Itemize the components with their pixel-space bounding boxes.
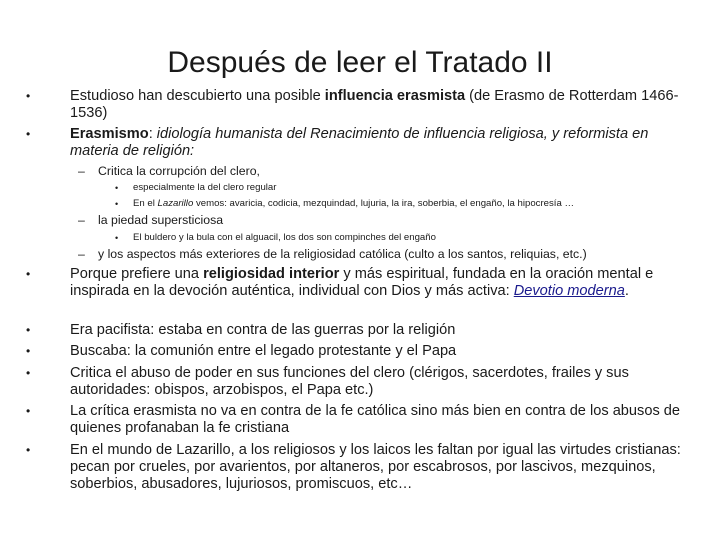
text: En el: [133, 198, 158, 209]
subsub-buldero: [115, 232, 703, 244]
text: El buldero y la bula con el alguacil, los dos son compinches del engaño: [133, 232, 436, 243]
subbullet-piedad: [78, 213, 688, 227]
bullet-icon: •: [26, 344, 31, 358]
bullet-icon: •: [26, 366, 31, 380]
subbullet-corrupcion: [78, 164, 688, 178]
bullet-icon: •: [26, 127, 31, 141]
text: y más espiritual, fundada en la oración mental e inspirada en la devoción auténtica, individual con Dios y más activa:: [70, 266, 654, 299]
bullet-critica-erasmista: [26, 403, 690, 437]
text: .: [624, 283, 629, 299]
dash-icon: –: [78, 164, 85, 178]
text: Porque prefiere una: [70, 266, 204, 282]
text-italic: idiología humanista del Renacimiento de influencia religiosa, y reformista en materia de religión:: [70, 126, 649, 159]
bullet-religiosidad: [26, 266, 690, 300]
bullet-icon: •: [115, 199, 119, 209]
text-italic: Lazarillo: [157, 198, 194, 209]
text-bold: influencia erasmista: [324, 88, 466, 104]
bullet-icon: •: [26, 267, 31, 281]
subbullet-aspectos: [78, 247, 688, 261]
bullet-icon: •: [26, 443, 31, 457]
bullet-influencia: [26, 88, 690, 122]
bullet-icon: •: [115, 233, 119, 243]
devotio-moderna-link[interactable]: Devotio moderna: [513, 283, 625, 299]
bullet-icon: •: [115, 183, 119, 193]
text: Estudioso han descubierto una posible: [70, 88, 325, 104]
text: y los aspectos más exteriores de la religiosidad católica (culto a los santos, reliquias, etc.): [98, 247, 587, 261]
bullet-erasmismo: [26, 126, 690, 160]
text: :: [148, 126, 157, 142]
text: Critica la corrupción del clero,: [98, 164, 260, 178]
text-bold: religiosidad interior: [203, 266, 340, 282]
slide-title: Después de leer el Tratado II: [167, 46, 553, 80]
dash-icon: –: [78, 213, 85, 227]
text: La crítica erasmista no va en contra de la fe católica sino más bien en contra de los abusos de quienes profanaban la fe cristiana: [70, 403, 681, 436]
bullet-icon: •: [26, 89, 31, 103]
dash-icon: –: [78, 247, 85, 261]
bullet-comunion: [26, 343, 690, 360]
bullet-icon: •: [26, 404, 31, 418]
bullet-pacifista: [26, 322, 690, 339]
text: (de Erasmo de Rotterdam 1466-1536): [70, 88, 679, 121]
text: la piedad supersticiosa: [98, 213, 224, 227]
text: Critica el abuso de poder en sus funciones del clero (clérigos, sacerdotes, frailes y sus autoridades: obispos, arzobispos, el Papa etc.): [70, 365, 629, 398]
text: Buscaba: la comunión entre el legado protestante y el Papa: [70, 343, 457, 359]
subsub-clero-regular: [115, 182, 703, 194]
text: Era pacifista: estaba en contra de las guerras por la religión: [70, 322, 456, 338]
bullet-mundo-lazarillo: [26, 442, 690, 493]
bullet-icon: •: [26, 323, 31, 337]
text: vemos: avaricia, codicia, mezquindad, lujuria, la ira, soberbia, el engaño, la hipocresía …: [193, 198, 575, 209]
subsub-lazarillo-vicios: [115, 198, 703, 210]
text: especialmente la del clero regular: [133, 182, 277, 193]
text-bold: Erasmismo: [70, 126, 149, 142]
text: En el mundo de Lazarillo, a los religiosos y los laicos les faltan por igual las virtudes cristianas: pecan por crueles, por avarientos, por altaneros, por escabrosos, por lascivos, mezquinos, soberbios, abusadores, lujuriosos, promiscuos, etc…: [70, 442, 681, 492]
bullet-abuso-poder: [26, 365, 690, 399]
